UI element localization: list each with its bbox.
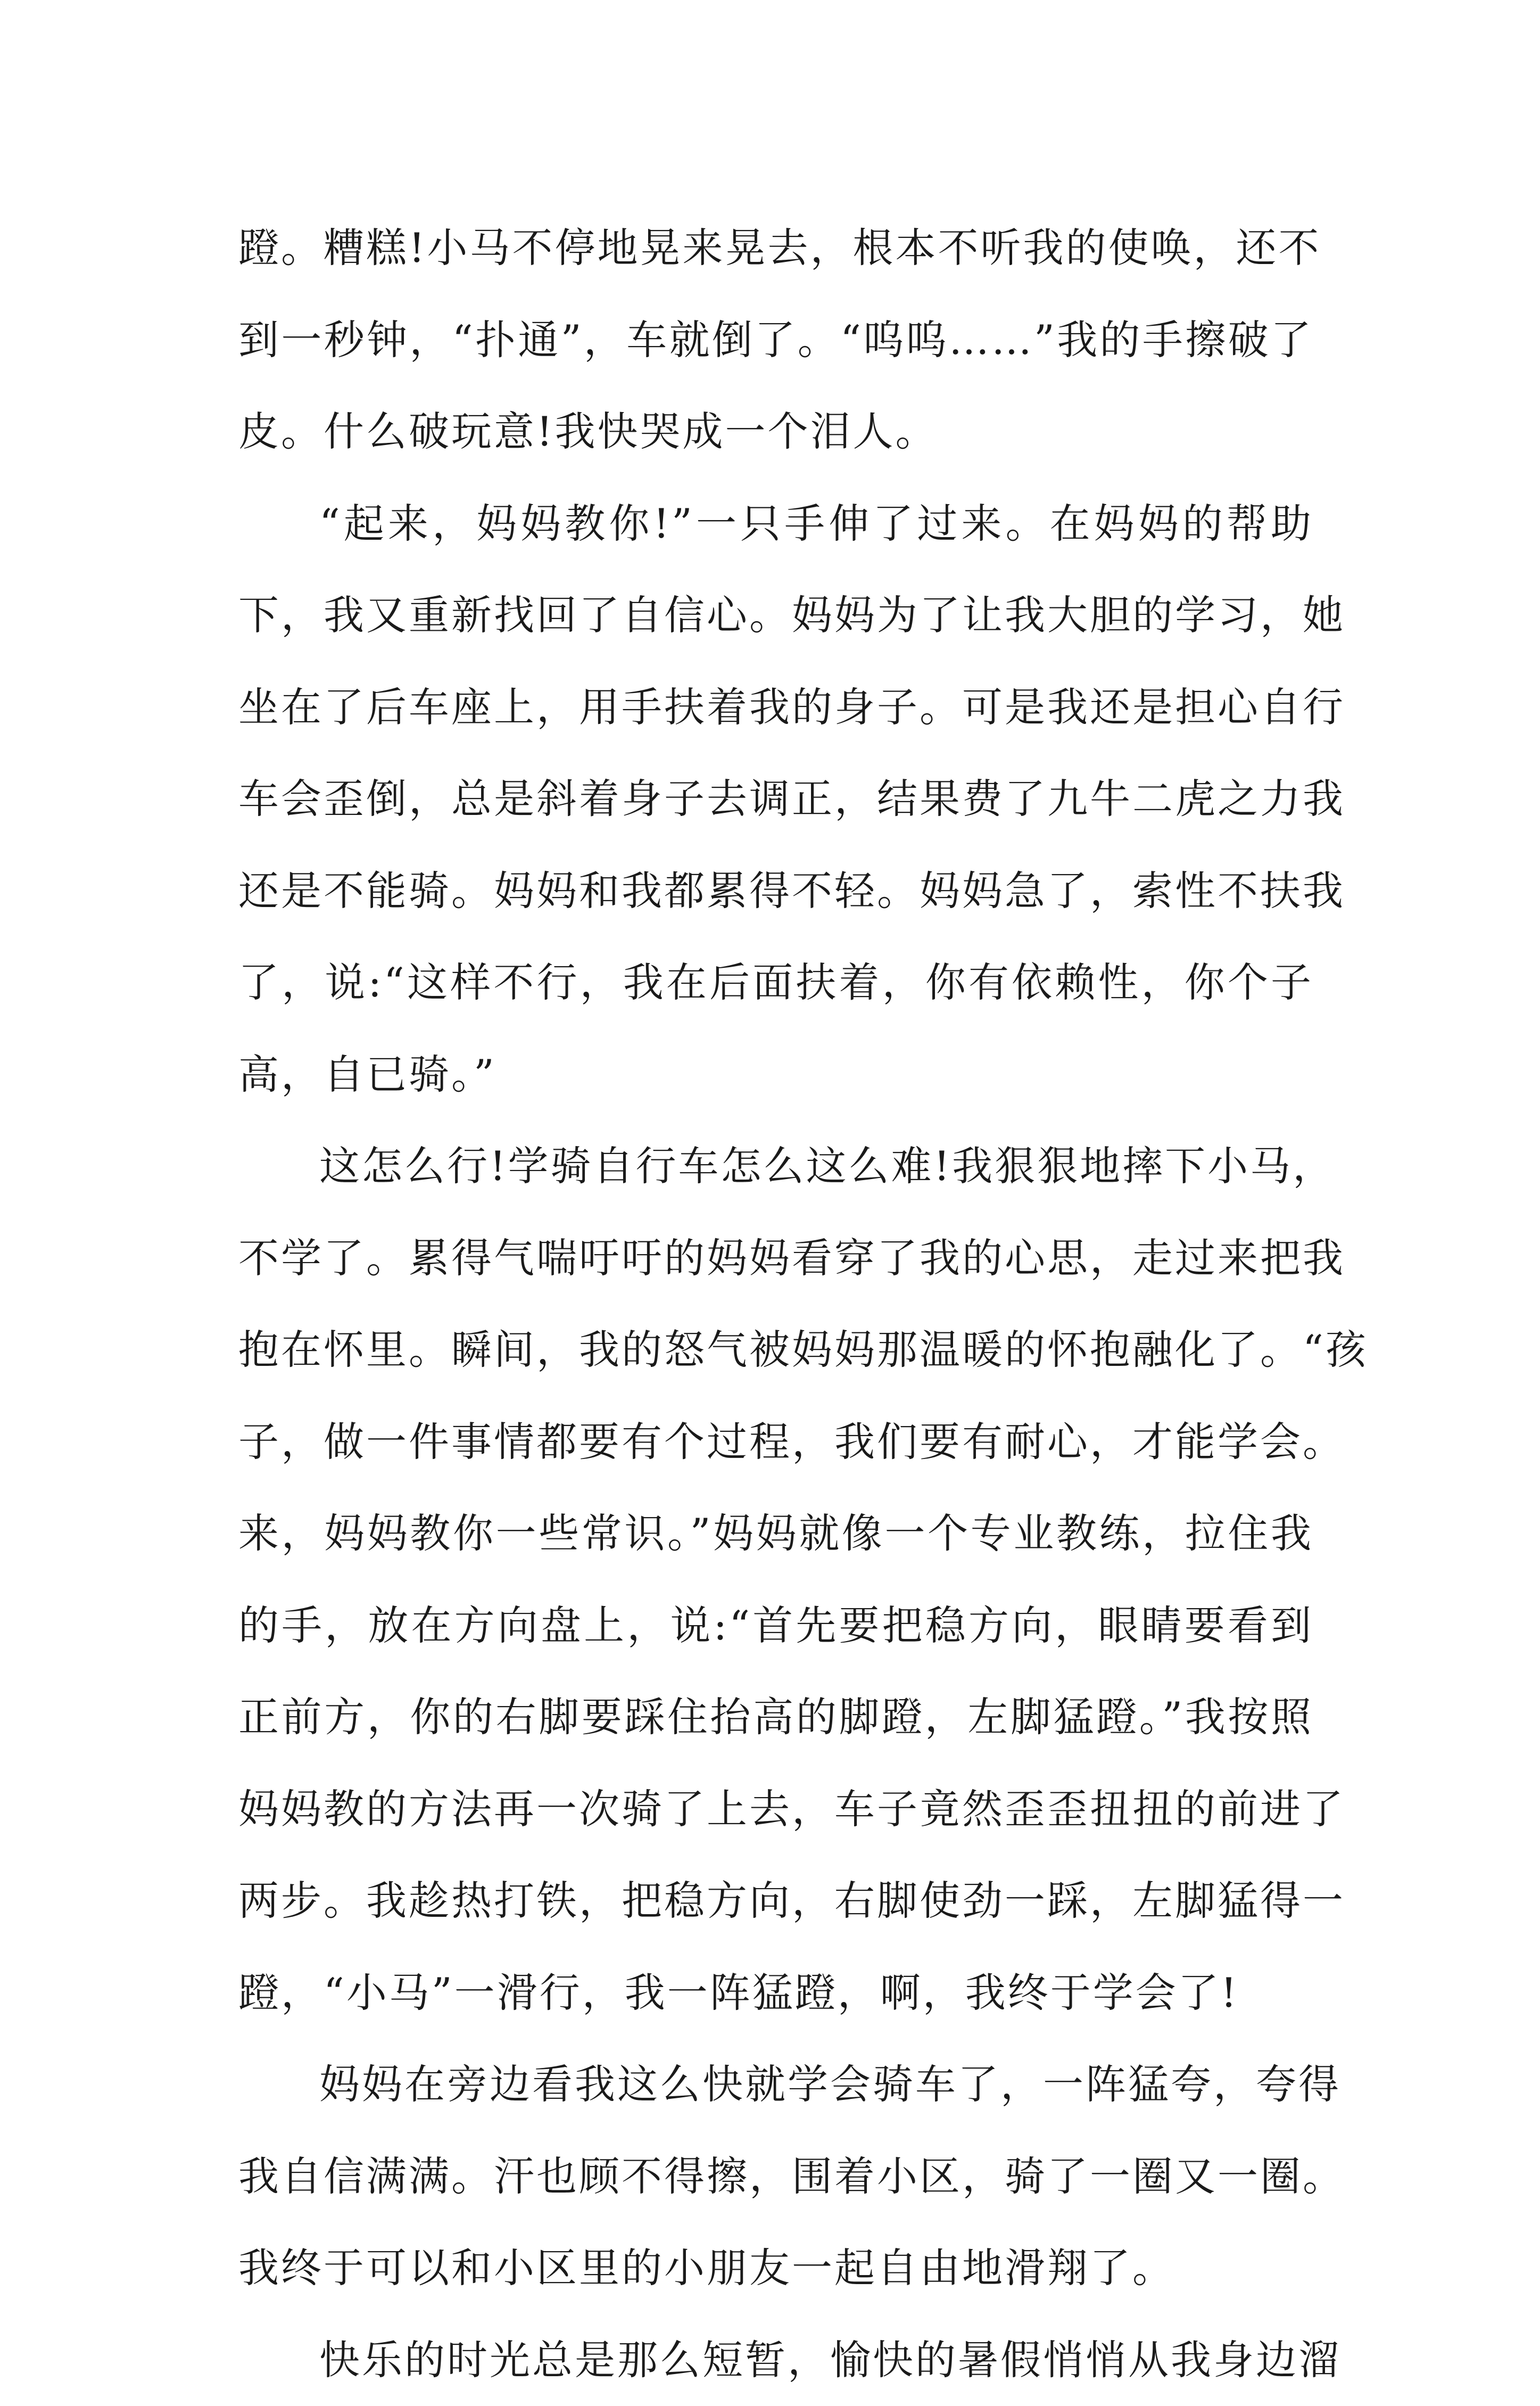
text-line: 坐在了后车座上，用手扶着我的身子。可是我还是担心自行 [238, 662, 1313, 754]
text-line: 两步。我趁热打铁，把稳方向，右脚使劲一踩，左脚猛得一 [238, 1855, 1313, 1947]
text-line: 来，妈妈教你一些常识。”妈妈就像一个专业教练，拉住我 [238, 1488, 1313, 1580]
text-line: 抱在怀里。瞬间，我的怒气被妈妈那温暖的怀抱融化了。“孩 [238, 1304, 1313, 1396]
text-line: 高，自已骑。” [238, 1029, 1313, 1121]
text-line: 了，说:“这样不行，我在后面扶着，你有依赖性，你个子 [238, 937, 1313, 1029]
text-line: 快乐的时光总是那么短暂，愉快的暑假悄悄从我身边溜 [238, 2314, 1313, 2406]
text-line: 车会歪倒，总是斜着身子去调正，结果费了九牛二虎之力我 [238, 753, 1313, 845]
text-line: 妈妈教的方法再一次骑了上去，车子竟然歪歪扭扭的前进了 [238, 1764, 1313, 1856]
text-line: “起来，妈妈教你!”一只手伸了过来。在妈妈的帮助 [238, 478, 1313, 570]
text-line: 我自信满满。汗也顾不得擦，围着小区，骑了一圈又一圈。 [238, 2131, 1313, 2223]
text-line: 妈妈在旁边看我这么快就学会骑车了，一阵猛夸，夸得 [238, 2039, 1313, 2131]
text-line: 下，我又重新找回了自信心。妈妈为了让我大胆的学习，她 [238, 570, 1313, 662]
text-line: 皮。什么破玩意!我快哭成一个泪人。 [238, 386, 1313, 478]
text-line: 的手，放在方向盘上，说:“首先要把稳方向，眼睛要看到 [238, 1580, 1313, 1672]
text-line: 这怎么行!学骑自行车怎么这么难!我狠狠地摔下小马， [238, 1120, 1313, 1213]
document-page [238, 202, 1313, 2406]
text-line: 到一秒钟，“扑通”，车就倒了。“呜呜……”我的手擦破了 [238, 294, 1313, 386]
text-line: 正前方，你的右脚要踩住抬高的脚蹬，左脚猛蹬。”我按照 [238, 1671, 1313, 1764]
text-line: 蹬，“小马”一滑行，我一阵猛蹬，啊，我终于学会了! [238, 1947, 1313, 2039]
text-line: 不学了。累得气喘吁吁的妈妈看穿了我的心思，走过来把我 [238, 1213, 1313, 1305]
text-line: 子，做一件事情都要有个过程，我们要有耐心，才能学会。 [238, 1396, 1313, 1488]
text-line: 我终于可以和小区里的小朋友一起自由地滑翔了。 [238, 2222, 1313, 2314]
text-line: 还是不能骑。妈妈和我都累得不轻。妈妈急了，索性不扶我 [238, 845, 1313, 937]
text-line: 蹬。糟糕!小马不停地晃来晃去，根本不听我的使唤，还不 [238, 202, 1313, 294]
